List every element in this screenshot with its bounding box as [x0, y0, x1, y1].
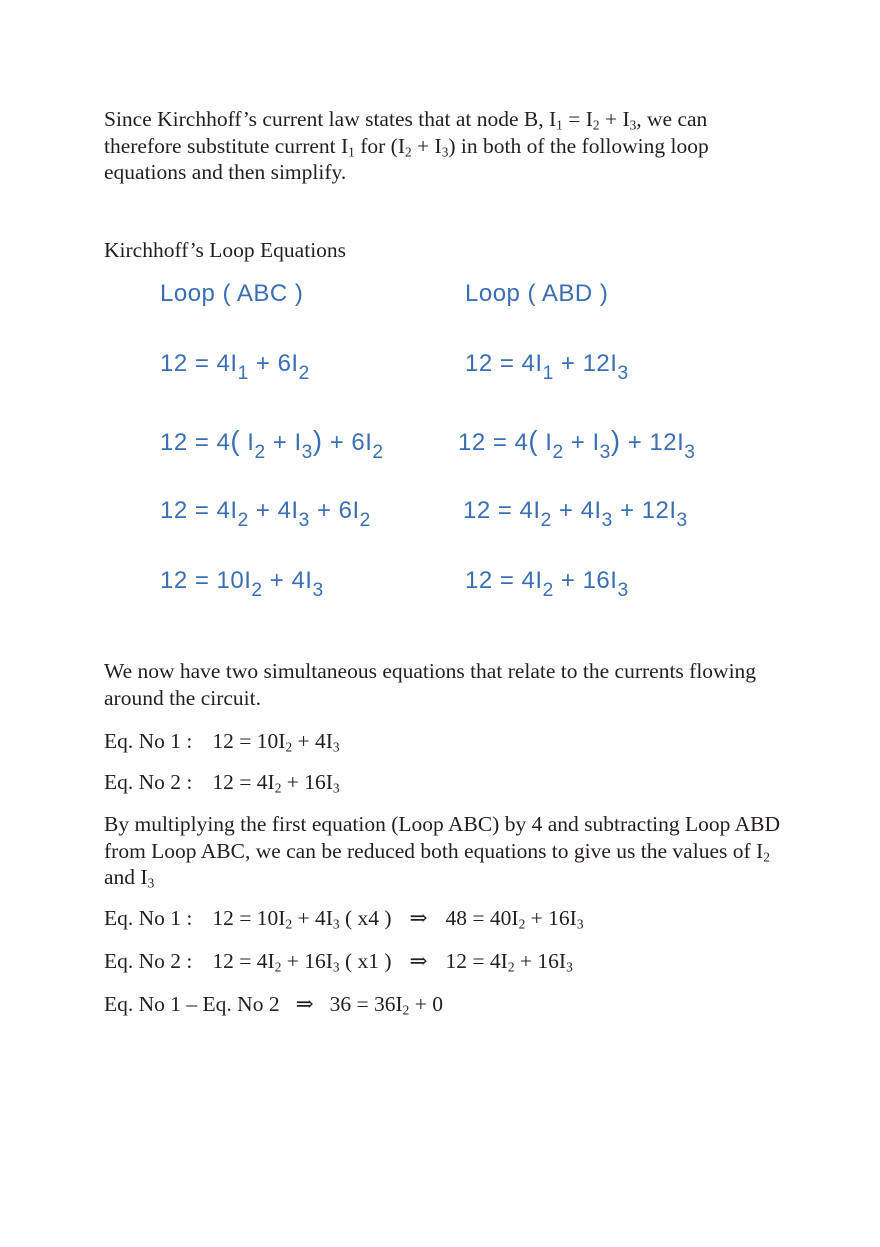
multiply-paragraph: By multiplying the first equation (Loop ABC) by 4 and subtracting Loop ABD from Loop ABC, we can be reduced both equations to give us the values of $I_2$ and $I_3$	[104, 812, 781, 891]
loop-abd-eq4: $12 = 4I_2 + 16I_3$	[465, 567, 629, 602]
loop-abc-eq1: $12 = 4I_1 + 6I_2$	[160, 350, 310, 385]
loop-abc-eq4: $12 = 10I_2 + 4I_3$	[160, 567, 324, 602]
intro-paragraph: Since Kirchhoff’s current law states that at node B, $I_1 = I_2 + I_3$, we can therefore substitute current $I_1$ for $(I_2 + I_3)$ in both of the following loop equations and then simplify.	[104, 107, 709, 184]
implies-arrow: ⇒	[295, 992, 314, 1016]
implies-arrow: ⇒	[409, 906, 428, 930]
loop-abc-eq3: $12 = 4I_2 + 4I_3 + 6I_2$	[160, 497, 371, 532]
eq-diff-line: Eq. No 1 – Eq. No 2 ⇒ $36 = 36I_2 + 0$	[104, 992, 443, 1018]
loop-abd-eq2: 12 = 4( $I_2 + I_3) + 12I_3$	[458, 425, 696, 464]
loop-abd-title: Loop ( ABD )	[465, 280, 609, 307]
loop-abd-eq1: $12 = 4I_1 + 12I_3$	[465, 350, 629, 385]
eq-no1-line: Eq. No 1 : $12 = 10I_2 + 4I_3$	[104, 729, 340, 755]
eq-no2-line: Eq. No 2 : $12 = 4I_2 + 16I_3$	[104, 770, 340, 796]
loop-abc-eq2: 12 = 4( $I_2 + I_3) + 6I_2$	[160, 425, 384, 464]
simultaneous-paragraph: We now have two simultaneous equations that relate to the currents flowing around the circuit.	[104, 659, 757, 710]
eq-mult1-line: Eq. No 1 : $12 = 10I_2 + 4I_3$ ( x4 ) ⇒ $48 = 40I_2 + 16I_3$	[104, 906, 584, 932]
implies-arrow: ⇒	[409, 949, 428, 973]
eq-mult2-line: Eq. No 2 : $12 = 4I_2 + 16I_3$ ( x1 ) ⇒ $12 = 4I_2 + 16I_3$	[104, 949, 573, 975]
loop-abc-title: Loop ( ABC )	[160, 280, 304, 307]
loop-equations-heading: Kirchhoff’s Loop Equations	[104, 238, 347, 262]
loop-abd-eq3: $12 = 4I_2 + 4I_3 + 12I_3$	[463, 497, 688, 532]
